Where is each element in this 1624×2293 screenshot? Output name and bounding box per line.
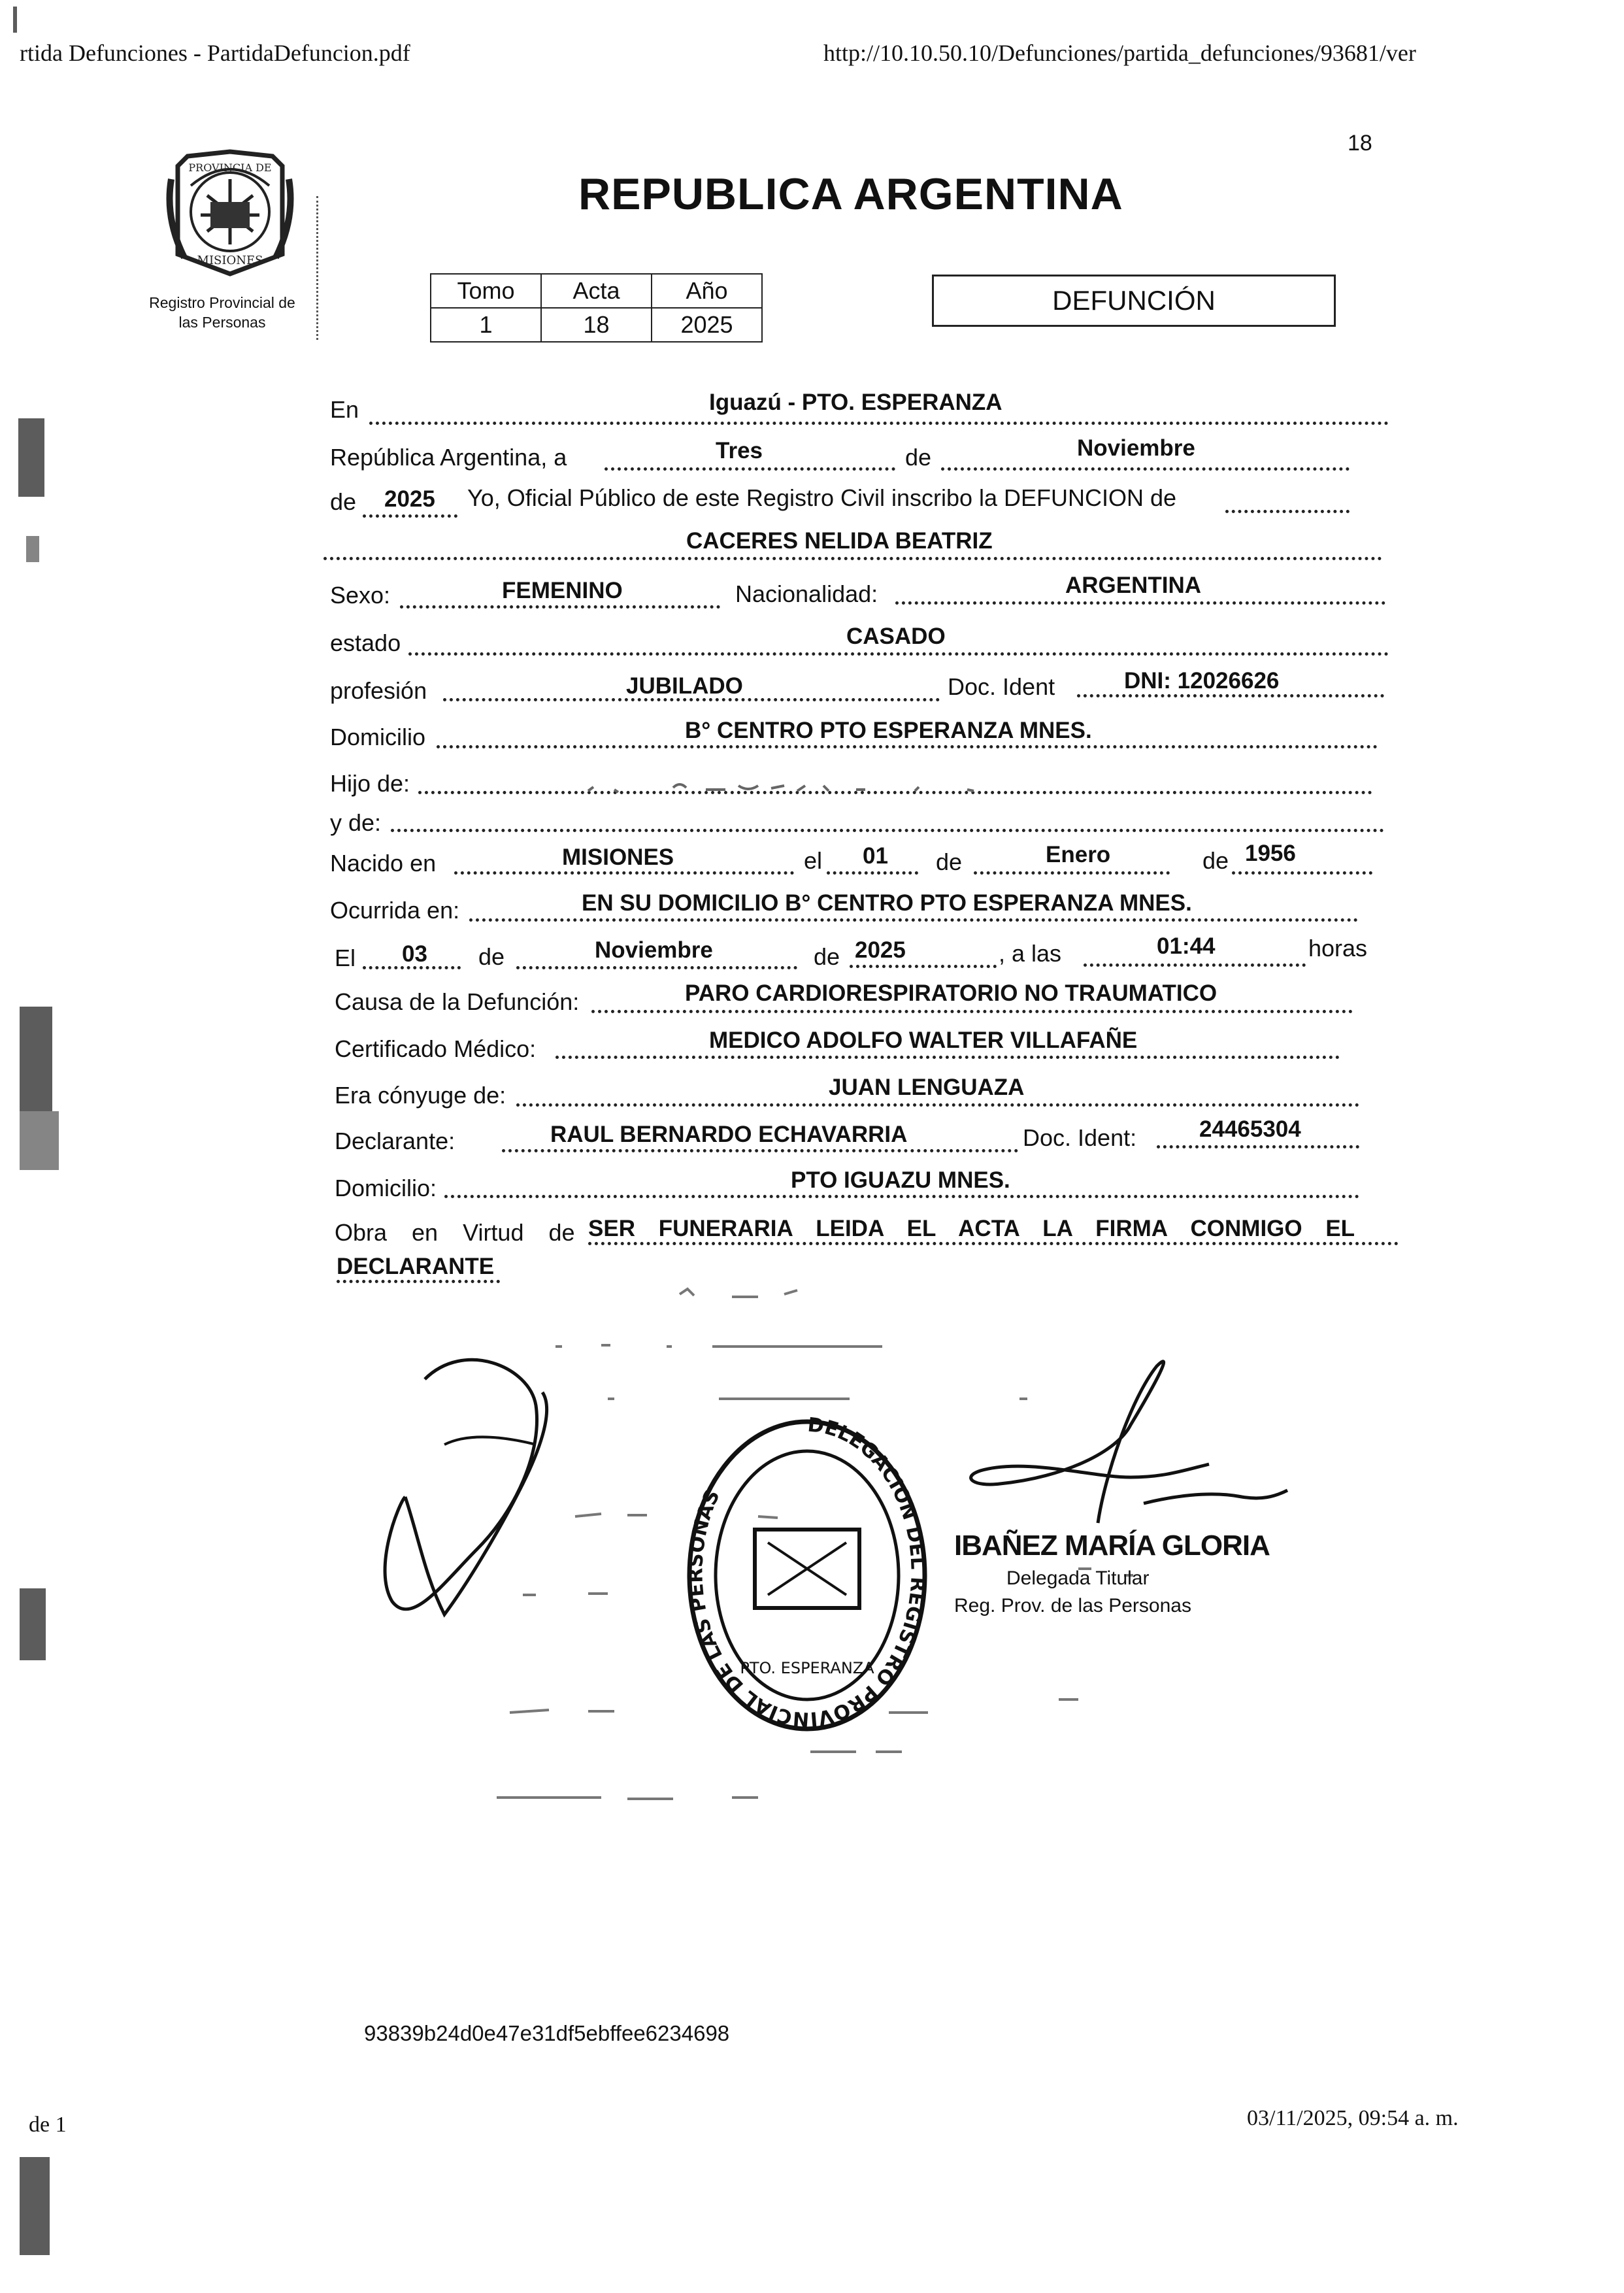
table-cell: 2025 <box>652 308 762 342</box>
def-de1: de <box>478 943 505 970</box>
sexo-label: Sexo: <box>330 582 391 609</box>
official-stamp-line1: Delegada Titular <box>1006 1567 1150 1589</box>
yde-label: y de: <box>330 809 382 836</box>
alas-label: , a las <box>999 940 1062 967</box>
oficial-text: Yo, Oficial Público de este Registro Civil inscribo la DEFUNCION de <box>467 484 1177 511</box>
page-number-top: 18 <box>1348 131 1372 156</box>
estado-value: CASADO <box>846 624 946 649</box>
obra-value: SER FUNERARIA LEIDA EL ACTA LA FIRMA CONMIGO EL <box>588 1216 1355 1241</box>
causa-label: Causa de la Defunción: <box>335 988 580 1015</box>
conyuge-label: Era cónyuge de: <box>335 1082 506 1109</box>
table-header: Año <box>652 274 762 308</box>
seal-ring-bottom: MISIONES <box>197 254 263 267</box>
margin-mark <box>316 196 320 340</box>
nac-day: 01 <box>863 843 888 869</box>
nacido-value: MISIONES <box>562 845 674 870</box>
domicilio-label: Domicilio <box>330 724 426 750</box>
horas-label: horas <box>1308 935 1368 962</box>
estado-label: estado <box>330 629 401 656</box>
domicilio-value: B° CENTRO PTO ESPERANZA MNES. <box>685 718 1092 743</box>
table-cell: 1 <box>431 308 541 342</box>
nac-de2: de <box>1202 847 1229 874</box>
nacionalidad-value: ARGENTINA <box>1065 573 1202 598</box>
en-label: En <box>330 396 359 423</box>
def-year: 2025 <box>855 937 906 963</box>
profesion-label: profesión <box>330 677 427 704</box>
def-day: 03 <box>402 941 427 967</box>
record-type-box: DEFUNCIÓN <box>932 275 1336 327</box>
certificado-value: MEDICO ADOLFO WALTER VILLAFAÑE <box>709 1028 1138 1053</box>
doc2-value: 24465304 <box>1199 1116 1301 1142</box>
profesion-value: JUBILADO <box>626 673 743 699</box>
official-signature <box>935 1347 1301 1530</box>
month-value: Noviembre <box>1077 435 1195 461</box>
document-url: http://10.10.50.10/Defunciones/partida_defunciones/93681/ver <box>823 40 1416 66</box>
province-seal-icon <box>152 140 308 277</box>
republica-label: República Argentina, a <box>330 444 567 471</box>
registry-table <box>430 273 763 343</box>
doc-ident-label: Doc. Ident <box>948 673 1055 700</box>
def-hour: 01:44 <box>1157 933 1216 959</box>
official-stamp-line2: Reg. Prov. de las Personas <box>954 1595 1191 1616</box>
page-title: REPUBLICA ARGENTINA <box>578 169 1123 219</box>
ocurrida-label: Ocurrida en: <box>330 897 460 924</box>
sexo-value: FEMENINO <box>502 578 623 603</box>
nacido-label: Nacido en <box>330 850 437 877</box>
round-stamp-bottom: PTO. ESPERANZA <box>740 1659 874 1677</box>
conyuge-value: JUAN LENGUAZA <box>829 1075 1025 1100</box>
table-header: Acta <box>541 274 652 308</box>
deceased-name: CACERES NELIDA BEATRIZ <box>686 528 993 554</box>
nac-year: 1956 <box>1245 841 1296 866</box>
nacionalidad-label: Nacionalidad: <box>735 580 878 607</box>
round-stamp-text: DELEGACION DEL REGISTRO PROVINCIAL DE LAS PERSONAS <box>684 1413 929 1731</box>
day-value: Tres <box>716 438 763 463</box>
declarante-label: Declarante: <box>335 1128 456 1154</box>
el2-label: El <box>335 945 356 971</box>
obra-label: Obra en Virtud de <box>335 1219 575 1246</box>
nac-de1: de <box>936 848 963 875</box>
table-header: Tomo <box>431 274 541 308</box>
footer-page: de 1 <box>29 2113 67 2137</box>
document-title: rtida Defunciones - PartidaDefuncion.pdf <box>20 40 410 66</box>
causa-value: PARO CARDIORESPIRATORIO NO TRAUMATICO <box>685 980 1218 1006</box>
doc-ident-value: DNI: 12026626 <box>1124 668 1280 694</box>
de-label: de <box>905 444 932 471</box>
declarante-value: RAUL BERNARDO ECHAVARRIA <box>550 1122 908 1147</box>
nac-month: Enero <box>1046 842 1111 867</box>
el-label: el <box>804 847 823 874</box>
certificado-label: Certificado Médico: <box>335 1035 537 1062</box>
table-cell: 18 <box>541 308 652 342</box>
doc2-label: Doc. Ident: <box>1023 1124 1137 1151</box>
hijo-label: Hijo de: <box>330 770 410 797</box>
ocurrida-value: EN SU DOMICILIO B° CENTRO PTO ESPERANZA MNES. <box>582 890 1192 916</box>
obra-value2: DECLARANTE <box>337 1254 495 1279</box>
year-value: 2025 <box>384 486 435 512</box>
faded-text-marks <box>575 771 1098 804</box>
def-month: Noviembre <box>595 937 713 963</box>
seal-label: Registro Provincial de las Personas <box>149 294 295 331</box>
official-stamp-name: IBAÑEZ MARÍA GLORIA <box>954 1530 1270 1562</box>
de2-label: de <box>330 488 357 515</box>
domicilio2-label: Domicilio: <box>335 1175 437 1201</box>
registry-round-stamp <box>644 1412 984 1739</box>
domicilio2-value: PTO IGUAZU MNES. <box>791 1167 1010 1193</box>
declarant-signature <box>366 1340 588 1641</box>
document-hash: 93839b24d0e47e31df5ebffee6234698 <box>364 2021 730 2045</box>
seal-ring-top: PROVINCIA DE <box>188 161 272 174</box>
def-de2: de <box>814 943 840 970</box>
en-value: Iguazú - PTO. ESPERANZA <box>709 390 1003 415</box>
footer-datetime: 03/11/2025, 09:54 a. m. <box>1247 2106 1459 2130</box>
